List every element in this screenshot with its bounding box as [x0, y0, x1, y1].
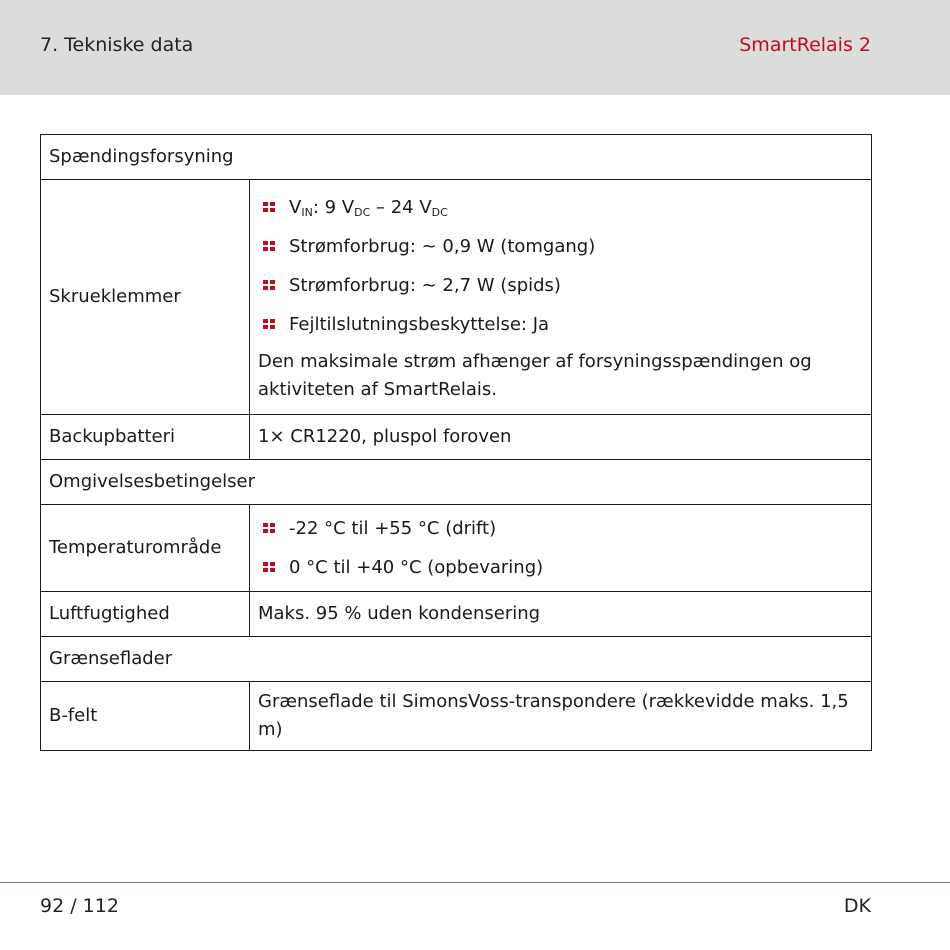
list-item	[258, 548, 863, 587]
footer-divider	[0, 882, 950, 883]
list-item	[258, 188, 863, 227]
bullet-icon	[263, 562, 276, 573]
section-heading-power: Spændingsforsyning	[41, 135, 872, 180]
row-label-temperature: Temperaturområde	[41, 505, 250, 592]
bullet-icon	[263, 241, 276, 252]
section-heading-environment: Omgivelsesbetingelser	[41, 460, 872, 505]
vin-mid: : 9 V	[312, 197, 355, 218]
table-row	[41, 460, 872, 505]
section-title: 7. Tekniske data	[40, 34, 194, 56]
row-label-screw-terminals: Skrueklemmer	[41, 180, 250, 415]
temperature-storage: 0 °C til +40 °C (opbevaring)	[289, 557, 544, 578]
bullet-list	[258, 188, 863, 344]
row-value-humidity: Maks. 95 % uden kondensering	[250, 592, 872, 637]
bullet-icon	[263, 523, 276, 534]
power-consumption-idle: Strømforbrug: ~ 0,9 W (tomgang)	[289, 236, 596, 257]
table-row	[41, 592, 872, 637]
bullet-list	[258, 509, 863, 587]
page-number: 92 / 112	[40, 895, 119, 917]
row-value-bfield: Grænseflade til SimonsVoss-transpondere (rækkevidde maks. 1,5 m)	[250, 682, 872, 751]
power-consumption-peak: Strømforbrug: ~ 2,7 W (spids)	[289, 275, 561, 296]
temperature-operating: -22 °C til +55 °C (drift)	[289, 518, 497, 539]
max-current-note: Den maksimale strøm afhænger af forsyningsspændingen og aktiviteten af SmartRelais.	[258, 351, 812, 400]
section-heading-interfaces: Grænseflader	[41, 637, 872, 682]
row-label-backup-battery: Backupbatteri	[41, 415, 250, 460]
table-row	[41, 415, 872, 460]
row-value-screw-terminals	[250, 180, 872, 415]
product-name: SmartRelais 2	[739, 34, 871, 56]
table-row	[41, 682, 872, 751]
vdc-subscript: DC	[354, 206, 371, 219]
technical-data-table	[40, 134, 872, 751]
row-label-bfield: B-felt	[41, 682, 250, 751]
table-row	[41, 180, 872, 415]
list-item	[258, 266, 863, 305]
bullet-icon	[263, 319, 276, 330]
language-code: DK	[843, 895, 871, 917]
vdc-subscript: DC	[431, 206, 448, 219]
vin-prefix: V	[289, 197, 302, 218]
bullet-icon	[263, 280, 276, 291]
list-item	[258, 509, 863, 548]
table-row	[41, 505, 872, 592]
reverse-polarity-protection: Fejltilslutningsbeskyttelse: Ja	[289, 314, 550, 335]
table-row	[41, 637, 872, 682]
list-item	[258, 305, 863, 344]
row-label-humidity: Luftfugtighed	[41, 592, 250, 637]
table-row	[41, 135, 872, 180]
row-value-temperature	[250, 505, 872, 592]
vin-range-sep: – 24 V	[370, 197, 432, 218]
page-header	[0, 0, 950, 95]
bullet-icon	[263, 202, 276, 213]
vin-subscript: IN	[301, 206, 313, 219]
row-value-backup-battery: 1× CR1220, pluspol foroven	[250, 415, 872, 460]
list-item	[258, 227, 863, 266]
